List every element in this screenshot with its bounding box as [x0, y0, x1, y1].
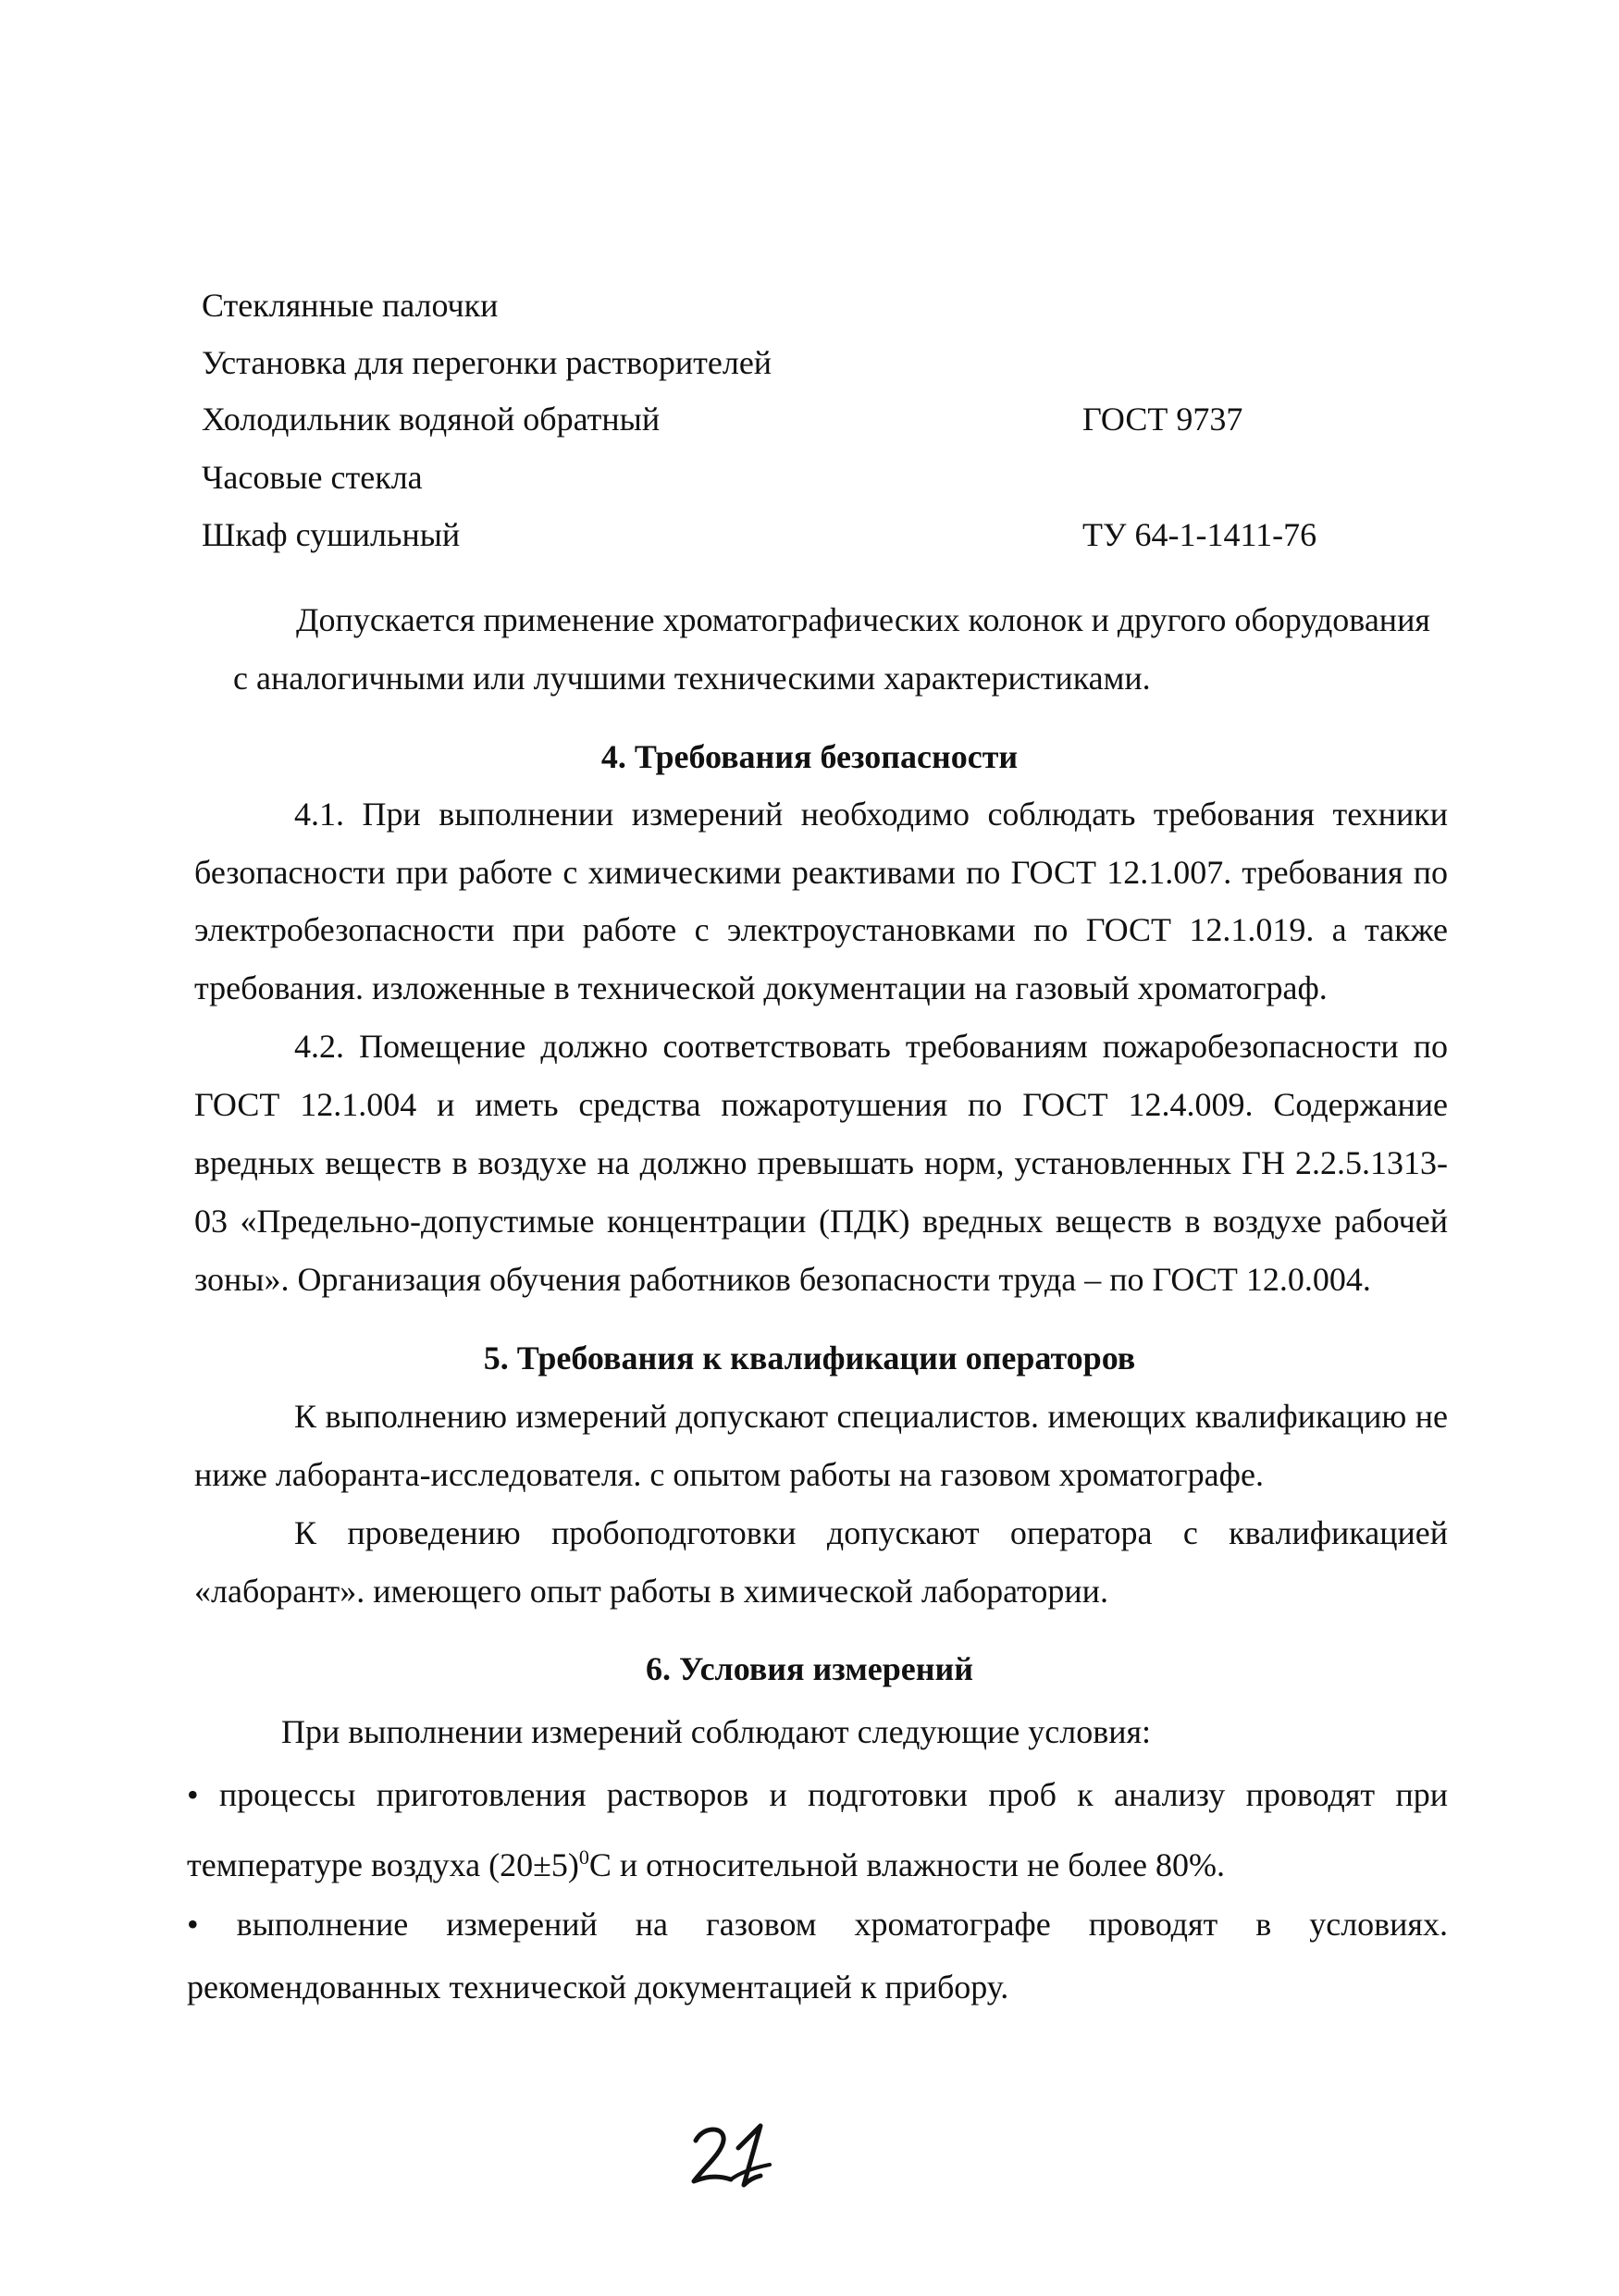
handwritten-page-number [686, 2120, 797, 2194]
section-heading: 6. Условия измерений [646, 1650, 973, 1687]
paragraph-line: «лаборант». имеющего опыт работы в химической лаборатории. [194, 1573, 1108, 1610]
digit-1-stroke [738, 2126, 760, 2185]
paragraph-line: 03 «Предельно-допустимые концентрации (ПДК) вредных веществ в воздухе рабочей [194, 1203, 1448, 1240]
paragraph-line: требования. изложенные в технической документации на газовый хроматограф. [194, 969, 1328, 1006]
equipment-name: Шкаф сушильный [202, 516, 461, 553]
equipment-row [202, 451, 1404, 503]
equipment-row [202, 393, 1404, 445]
section-heading: 5. Требования к квалификации операторов [483, 1339, 1136, 1376]
superscript: 0 [578, 1845, 589, 1869]
note-line: с аналогичными или лучшими техническими характеристиками. [233, 660, 1151, 697]
paragraph-line: 4.1. При выполнении измерений необходимо соблюдать требования техники [294, 796, 1448, 833]
paragraph-line: зоны». Организация обучения работников безопасности труда – по ГОСТ 12.0.004. [194, 1261, 1371, 1298]
digit-2-stroke [694, 2129, 731, 2181]
paragraph-line: 4.2. Помещение должно соответствовать требованиям пожаробезопасности по [294, 1028, 1448, 1065]
paragraph-line: К выполнению измерений допускают специалистов. имеющих квалификацию не [294, 1398, 1448, 1435]
bullet-text: температуре воздуха (20±5) [187, 1846, 579, 1883]
paragraph-line: ниже лаборанта-исследователя. с опытом работы на газовом хроматографе. [194, 1456, 1264, 1493]
equipment-row [202, 337, 1404, 389]
equipment-row [202, 279, 1404, 331]
equipment-name: Холодильник водяной обратный [202, 401, 661, 438]
paragraph-line: вредных веществ в воздухе на должно превышать норм, установленных ГН 2.2.5.1313- [194, 1144, 1448, 1181]
bullet-text: С и относительной влажности не более 80%. [588, 1846, 1225, 1883]
paragraph-line: К проведению пробоподготовки допускают оператора с квалификацией [294, 1514, 1448, 1551]
bullet-line: • выполнение измерений на газовом хроматографе проводят в условиях. [187, 1906, 1448, 1943]
equipment-name: Стеклянные палочки [202, 287, 499, 324]
equipment-name: Часовые стекла [202, 459, 423, 496]
equipment-row [202, 509, 1404, 561]
bullet-line [187, 1832, 1225, 1891]
equipment-standard: ТУ 64-1-1411-76 [1082, 516, 1317, 553]
section-heading: 4. Требования безопасности [600, 738, 1019, 775]
paragraph-line: ГОСТ 12.1.004 и иметь средства пожаротушения по ГОСТ 12.4.009. Содержание [194, 1086, 1448, 1123]
paragraph-line: электробезопасности при работе с электроустановками по ГОСТ 12.1.019. а также [194, 911, 1448, 948]
equipment-name: Установка для перегонки растворителей [202, 344, 772, 381]
equipment-standard: ГОСТ 9737 [1082, 401, 1243, 438]
paragraph-line: При выполнении измерений соблюдают следующие условия: [281, 1713, 1152, 1750]
note-line: Допускается применение хроматографических колонок и другого оборудования [296, 601, 1430, 638]
bullet-line: рекомендованных технической документацией к прибору. [187, 1969, 1009, 2006]
paragraph-line: безопасности при работе с химическими реактивами по ГОСТ 12.1.007. требования по [194, 854, 1448, 891]
bullet-line: • процессы приготовления растворов и подготовки проб к анализу проводят при [187, 1776, 1448, 1813]
